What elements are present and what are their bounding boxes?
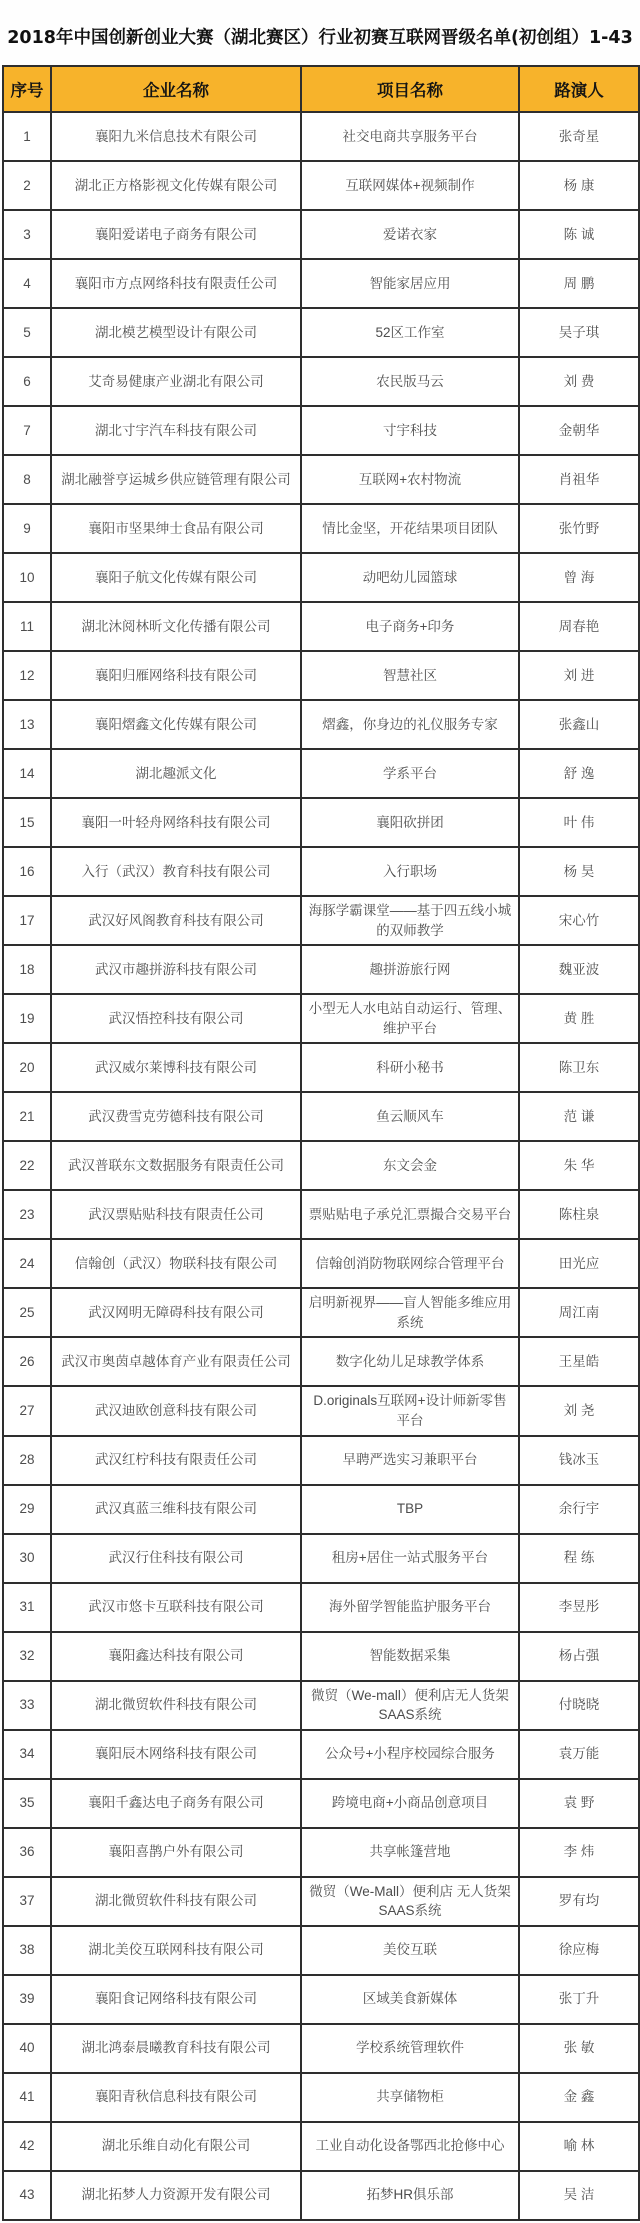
project-name: 共享储物柜 (301, 2073, 519, 2122)
row-index: 25 (3, 1288, 51, 1337)
presenter-name: 余行宇 (519, 1485, 639, 1534)
company-name: 襄阳市方点网络科技有限责任公司 (51, 259, 301, 308)
row-index: 24 (3, 1239, 51, 1288)
row-index: 33 (3, 1681, 51, 1730)
row-index: 1 (3, 112, 51, 161)
company-name: 武汉普联东文数据服务有限责任公司 (51, 1141, 301, 1190)
project-name: 趣拼游旅行网 (301, 945, 519, 994)
project-name: 微贸（We-mall）便利店无人货架SAAS系统 (301, 1681, 519, 1730)
presenter-name: 叶 伟 (519, 798, 639, 847)
presenter-name: 付晓晓 (519, 1681, 639, 1730)
company-name: 武汉好风阁教育科技有限公司 (51, 896, 301, 945)
table-row (3, 1534, 639, 1583)
company-name: 湖北微贸软件科技有限公司 (51, 1681, 301, 1730)
company-name: 襄阳青秋信息科技有限公司 (51, 2073, 301, 2122)
project-name: 海豚学霸课堂——基于四五线小城的双师教学 (301, 896, 519, 945)
row-index: 30 (3, 1534, 51, 1583)
company-name: 湖北拓梦人力资源开发有限公司 (51, 2171, 301, 2220)
row-index: 13 (3, 700, 51, 749)
table-row (3, 749, 639, 798)
project-name: 情比金坚，开花结果项目团队 (301, 504, 519, 553)
presenter-name: 张 敏 (519, 2024, 639, 2073)
presenter-name: 李昱彤 (519, 1583, 639, 1632)
column-header-index: 序号 (3, 66, 51, 112)
row-index: 40 (3, 2024, 51, 2073)
company-name: 入行（武汉）教育科技有限公司 (51, 847, 301, 896)
table-row (3, 1485, 639, 1534)
presenter-name: 曾 海 (519, 553, 639, 602)
presenter-name: 杨 康 (519, 161, 639, 210)
table-row (3, 1779, 639, 1828)
company-name: 襄阳市坚果绅士食品有限公司 (51, 504, 301, 553)
table-row (3, 1239, 639, 1288)
row-index: 9 (3, 504, 51, 553)
presenter-name: 金朝华 (519, 406, 639, 455)
project-name: 租房+居住一站式服务平台 (301, 1534, 519, 1583)
row-index: 31 (3, 1583, 51, 1632)
presenter-name: 陈卫东 (519, 1043, 639, 1092)
table-row (3, 1141, 639, 1190)
row-index: 2 (3, 161, 51, 210)
project-name: 动吧幼儿园篮球 (301, 553, 519, 602)
project-name: 信翰创消防物联网综合管理平台 (301, 1239, 519, 1288)
table-row (3, 994, 639, 1043)
row-index: 17 (3, 896, 51, 945)
company-name: 湖北微贸软件科技有限公司 (51, 1877, 301, 1926)
row-index: 26 (3, 1337, 51, 1386)
company-name: 艾奇易健康产业湖北有限公司 (51, 357, 301, 406)
project-name: 鱼云顺风车 (301, 1092, 519, 1141)
presenter-name: 田光应 (519, 1239, 639, 1288)
row-index: 23 (3, 1190, 51, 1239)
table-row (3, 1583, 639, 1632)
row-index: 15 (3, 798, 51, 847)
company-name: 武汉网明无障碍科技有限公司 (51, 1288, 301, 1337)
project-name: 票贴贴电子承兑汇票撮合交易平台 (301, 1190, 519, 1239)
table-row (3, 406, 639, 455)
row-index: 32 (3, 1632, 51, 1681)
project-name: 工业自动化设备鄂西北抢修中心 (301, 2122, 519, 2171)
company-name: 襄阳子航文化传媒有限公司 (51, 553, 301, 602)
table-row (3, 896, 639, 945)
project-name: 小型无人水电站自动运行、管理、维护平台 (301, 994, 519, 1043)
presenter-name: 罗有均 (519, 1877, 639, 1926)
project-name: 公众号+小程序校园综合服务 (301, 1730, 519, 1779)
project-name: 52区工作室 (301, 308, 519, 357)
company-name: 襄阳食记网络科技有限公司 (51, 1975, 301, 2024)
company-name: 湖北模艺模型设计有限公司 (51, 308, 301, 357)
company-name: 湖北沐阅林昕文化传播有限公司 (51, 602, 301, 651)
row-index: 7 (3, 406, 51, 455)
company-name: 襄阳辰木网络科技有限公司 (51, 1730, 301, 1779)
presenter-name: 刘 费 (519, 357, 639, 406)
project-name: D.originals互联网+设计师新零售平台 (301, 1386, 519, 1435)
company-name: 武汉票贴贴科技有限责任公司 (51, 1190, 301, 1239)
presenter-name: 陈柱泉 (519, 1190, 639, 1239)
row-index: 12 (3, 651, 51, 700)
company-name: 武汉迪欧创意科技有限公司 (51, 1386, 301, 1435)
presenter-name: 张丁升 (519, 1975, 639, 2024)
presenter-name: 张鑫山 (519, 700, 639, 749)
table-row (3, 455, 639, 504)
presenter-name: 杨占强 (519, 1632, 639, 1681)
project-name: 区域美食新媒体 (301, 1975, 519, 2024)
table-row (3, 1288, 639, 1337)
table-header-row (3, 66, 639, 112)
presenter-name: 黄 胜 (519, 994, 639, 1043)
company-name: 湖北寸宇汽车科技有限公司 (51, 406, 301, 455)
company-name: 武汉悟控科技有限公司 (51, 994, 301, 1043)
project-name: 启明新视界——盲人智能多维应用系统 (301, 1288, 519, 1337)
project-name: 拓梦HR俱乐部 (301, 2171, 519, 2220)
presenter-name: 张奇星 (519, 112, 639, 161)
project-name: 共享帐篷营地 (301, 1828, 519, 1877)
company-name: 湖北美佼互联网科技有限公司 (51, 1926, 301, 1975)
promotion-list-table (2, 65, 640, 2221)
project-name: 智慧社区 (301, 651, 519, 700)
table-row (3, 357, 639, 406)
project-name: 熠鑫，你身边的礼仪服务专家 (301, 700, 519, 749)
table-row (3, 1092, 639, 1141)
presenter-name: 舒 逸 (519, 749, 639, 798)
project-name: 学系平台 (301, 749, 519, 798)
row-index: 21 (3, 1092, 51, 1141)
company-name: 武汉费雪克劳德科技有限公司 (51, 1092, 301, 1141)
project-name: 社交电商共享服务平台 (301, 112, 519, 161)
project-name: 互联网+农村物流 (301, 455, 519, 504)
presenter-name: 周 鹏 (519, 259, 639, 308)
row-index: 3 (3, 210, 51, 259)
company-name: 襄阳喜鹊户外有限公司 (51, 1828, 301, 1877)
project-name: 学校系统管理软件 (301, 2024, 519, 2073)
row-index: 19 (3, 994, 51, 1043)
presenter-name: 吴 洁 (519, 2171, 639, 2220)
table-row (3, 1436, 639, 1485)
project-name: 电子商务+印务 (301, 602, 519, 651)
table-row (3, 1337, 639, 1386)
presenter-name: 刘 尧 (519, 1386, 639, 1435)
row-index: 4 (3, 259, 51, 308)
presenter-name: 张竹野 (519, 504, 639, 553)
row-index: 18 (3, 945, 51, 994)
presenter-name: 刘 进 (519, 651, 639, 700)
table-row (3, 112, 639, 161)
company-name: 襄阳九米信息技术有限公司 (51, 112, 301, 161)
row-index: 5 (3, 308, 51, 357)
company-name: 襄阳熠鑫文化传媒有限公司 (51, 700, 301, 749)
company-name: 武汉红柠科技有限责任公司 (51, 1436, 301, 1485)
presenter-name: 宋心竹 (519, 896, 639, 945)
table-row (3, 700, 639, 749)
table-row (3, 1681, 639, 1730)
presenter-name: 袁万能 (519, 1730, 639, 1779)
project-name: 互联网媒体+视频制作 (301, 161, 519, 210)
presenter-name: 范 谦 (519, 1092, 639, 1141)
project-name: 早聘严选实习兼职平台 (301, 1436, 519, 1485)
project-name: 农民版马云 (301, 357, 519, 406)
company-name: 襄阳爱诺电子商务有限公司 (51, 210, 301, 259)
row-index: 28 (3, 1436, 51, 1485)
company-name: 武汉市悠卡互联科技有限公司 (51, 1583, 301, 1632)
row-index: 34 (3, 1730, 51, 1779)
table-row (3, 1386, 639, 1435)
table-row (3, 1043, 639, 1092)
row-index: 29 (3, 1485, 51, 1534)
company-name: 襄阳归雁网络科技有限公司 (51, 651, 301, 700)
row-index: 27 (3, 1386, 51, 1435)
project-name: 寸宇科技 (301, 406, 519, 455)
company-name: 襄阳一叶轻舟网络科技有限公司 (51, 798, 301, 847)
project-name: 东文会金 (301, 1141, 519, 1190)
presenter-name: 徐应梅 (519, 1926, 639, 1975)
table-row (3, 2073, 639, 2122)
company-name: 武汉市奥茵卓越体育产业有限责任公司 (51, 1337, 301, 1386)
column-header-company: 企业名称 (51, 66, 301, 112)
table-row (3, 259, 639, 308)
presenter-name: 杨 昊 (519, 847, 639, 896)
table-row (3, 553, 639, 602)
row-index: 22 (3, 1141, 51, 1190)
table-row (3, 847, 639, 896)
company-name: 湖北乐维自动化有限公司 (51, 2122, 301, 2171)
row-index: 10 (3, 553, 51, 602)
row-index: 37 (3, 1877, 51, 1926)
table-row (3, 602, 639, 651)
column-header-presenter: 路演人 (519, 66, 639, 112)
row-index: 39 (3, 1975, 51, 2024)
table-row (3, 2122, 639, 2171)
project-name: TBP (301, 1485, 519, 1534)
presenter-name: 朱 华 (519, 1141, 639, 1190)
presenter-name: 周春艳 (519, 602, 639, 651)
table-row (3, 2024, 639, 2073)
page-title: 2018年中国创新创业大赛（湖北赛区）行业初赛互联网晋级名单(初创组）1-43 (7, 28, 633, 48)
presenter-name: 喻 林 (519, 2122, 639, 2171)
presenter-name: 袁 野 (519, 1779, 639, 1828)
table-row (3, 1632, 639, 1681)
company-name: 武汉行住科技有限公司 (51, 1534, 301, 1583)
presenter-name: 程 练 (519, 1534, 639, 1583)
presenter-name: 周江南 (519, 1288, 639, 1337)
project-name: 美佼互联 (301, 1926, 519, 1975)
row-index: 36 (3, 1828, 51, 1877)
company-name: 武汉威尔莱博科技有限公司 (51, 1043, 301, 1092)
row-index: 35 (3, 1779, 51, 1828)
row-index: 6 (3, 357, 51, 406)
project-name: 入行职场 (301, 847, 519, 896)
company-name: 武汉真蓝三维科技有限公司 (51, 1485, 301, 1534)
company-name: 湖北鸿泰晨曦教育科技有限公司 (51, 2024, 301, 2073)
company-name: 武汉市趣拼游科技有限公司 (51, 945, 301, 994)
row-index: 20 (3, 1043, 51, 1092)
row-index: 41 (3, 2073, 51, 2122)
row-index: 11 (3, 602, 51, 651)
row-index: 14 (3, 749, 51, 798)
presenter-name: 陈 诚 (519, 210, 639, 259)
row-index: 42 (3, 2122, 51, 2171)
presenter-name: 钱冰玉 (519, 1436, 639, 1485)
row-index: 16 (3, 847, 51, 896)
table-row (3, 798, 639, 847)
company-name: 湖北正方格影视文化传媒有限公司 (51, 161, 301, 210)
presenter-name: 王星皓 (519, 1337, 639, 1386)
table-row (3, 1828, 639, 1877)
table-row (3, 1975, 639, 2024)
project-name: 襄阳砍拼团 (301, 798, 519, 847)
table-row (3, 210, 639, 259)
company-name: 襄阳鑫达科技有限公司 (51, 1632, 301, 1681)
table-row (3, 1730, 639, 1779)
project-name: 智能家居应用 (301, 259, 519, 308)
presenter-name: 肖祖华 (519, 455, 639, 504)
table-row (3, 651, 639, 700)
row-index: 8 (3, 455, 51, 504)
project-name: 科研小秘书 (301, 1043, 519, 1092)
column-header-project: 项目名称 (301, 66, 519, 112)
table-row (3, 1877, 639, 1926)
presenter-name: 魏亚波 (519, 945, 639, 994)
company-name: 湖北融誉亨运城乡供应链管理有限公司 (51, 455, 301, 504)
project-name: 数字化幼儿足球教学体系 (301, 1337, 519, 1386)
row-index: 38 (3, 1926, 51, 1975)
company-name: 信翰创（武汉）物联科技有限公司 (51, 1239, 301, 1288)
project-name: 海外留学智能监护服务平台 (301, 1583, 519, 1632)
table-row (3, 2171, 639, 2220)
project-name: 跨境电商+小商品创意项目 (301, 1779, 519, 1828)
table-row (3, 504, 639, 553)
project-name: 智能数据采集 (301, 1632, 519, 1681)
presenter-name: 李 炜 (519, 1828, 639, 1877)
presenter-name: 吴子琪 (519, 308, 639, 357)
table-row (3, 308, 639, 357)
row-index: 43 (3, 2171, 51, 2220)
table-row (3, 1190, 639, 1239)
table-row (3, 161, 639, 210)
table-body (3, 112, 639, 2220)
table-row (3, 945, 639, 994)
table-row (3, 1926, 639, 1975)
company-name: 襄阳千鑫达电子商务有限公司 (51, 1779, 301, 1828)
project-name: 爱诺衣家 (301, 210, 519, 259)
presenter-name: 金 鑫 (519, 2073, 639, 2122)
company-name: 湖北趣派文化 (51, 749, 301, 798)
project-name: 微贸（We-Mall）便利店 无人货架SAAS系统 (301, 1877, 519, 1926)
